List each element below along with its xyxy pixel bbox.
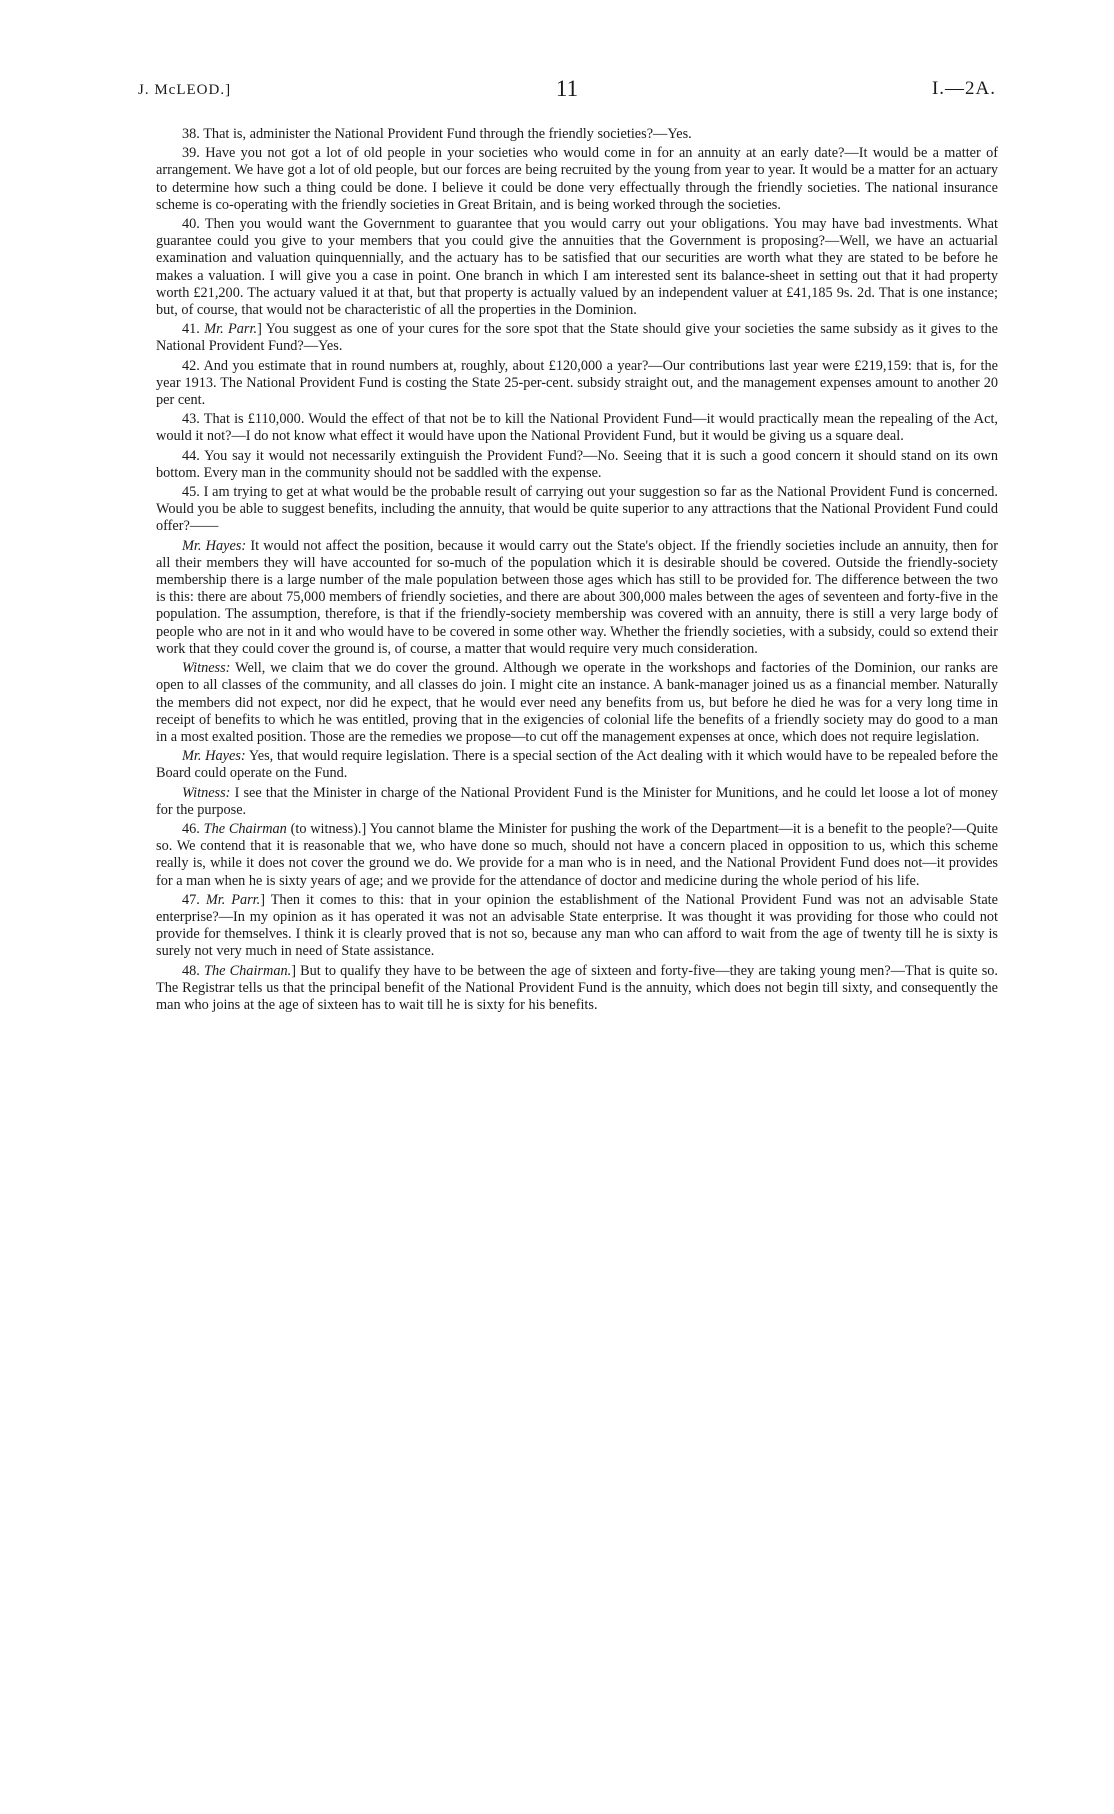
speaker: The Chairman. (204, 962, 292, 979)
statement-witness-1: Witness: Well, we claim that we do cover the ground. Although we operate in the workshops and factories of the Dominion, our ranks are open to all classes of the community, and all classes do join. I might cite an instance. A bank-manager joined us as a financial member. Naturally the members did not expect, nor did he expect, that he would ever need any benefits from us, but before he died he was for a very long time in receipt of benefits to which he was entitled, proving that in the exigencies of colonial life the benefits of a friendly society may do good to a man in a most exalted position. Those are the remedies we propose—to cut off the management expenses at once, which does not require legislation. (156, 660, 998, 745)
witness-name: J. McLEOD.] (138, 82, 232, 98)
paragraph-41: 41. Mr. Parr.] You suggest as one of your cures for the sore spot that the State should give your societies the same subsidy as it gives to the National Provident Fund?—Yes. (156, 321, 999, 355)
speaker: Witness: (182, 784, 231, 801)
page-header (138, 76, 996, 106)
paragraph-42: 42. And you estimate that in round numbers at, roughly, about £120,000 a year?—Our contributions last year were £219,159: that is, for the year 1913. The National Provident Fund is costing the State 25-per-cent. subsidy straight out, and the management expenses amount to another 20 per cent. (156, 357, 998, 409)
statement-witness-2: Witness: I see that the Minister in charge of the National Provident Fund is the Minister for Munitions, and he could let loose a lot of money for the purpose. (156, 784, 998, 818)
paragraph-46: 46. The Chairman (to witness).] You cannot blame the Minister for pushing the work of the Department—it is a benefit to the people?—Quite so. We contend that it is reasonable that we, who have done so much, should not have a concern placed in opposition to us, which this scheme really is, while it does not cover the ground we do. We provide for a man who is in need, and the National Provident Fund does not—it provides for a man when he is sixty years of age; and we provide for the attendance of doctor and medicine during the whole period of his life. (156, 820, 999, 889)
paragraph-44: 44. You say it would not necessarily extinguish the Provident Fund?—No. Seeing that it is such a good concern it should stand on its own bottom. Every man in the community should not be saddled with the expense. (156, 447, 998, 481)
paragraph-45: 45. I am trying to get at what would be the probable result of carrying out your suggestion so far as the National Provident Fund is concerned. Would you be able to suggest benefits, including the annuity, that would be quite superior to any attractions that the National Provident Fund could offer?—— (156, 484, 998, 535)
speaker: Mr. Parr. (205, 891, 261, 908)
paragraph-38: 38. That is, administer the National Provident Fund through the friendly societies?—Yes. (182, 126, 692, 142)
document-body (156, 126, 998, 1016)
speaker: The Chairman (203, 820, 287, 837)
speaker: Mr. Parr. (204, 321, 258, 338)
statement-hayes-2: Mr. Hayes: Yes, that would require legislation. There is a special section of the Act dealing with it which would have to be repealed before the Board could operate on the Fund. (156, 748, 998, 782)
page-number: 11 (555, 76, 579, 101)
paragraph-43: 43. That is £110,000. Would the effect of that not be to kill the National Provident Fund—it would practically mean the repealing of the Act, would it not?—I do not know what effect it would have upon the National Provident Fund, but it would be giving us a square deal. (156, 411, 999, 445)
speaker: Mr. Hayes: (182, 537, 247, 554)
paragraph-39: 39. Have you not got a lot of old people in your societies who would come in for an annuity at an early date?—It would be a matter of arrangement. We have got a lot of old people, but our forces are being recruited by the young from year to year. It would be a matter for an actuary to determine how such a thing could be done. I believe it could be done very effectually through the friendly societies. The national insurance scheme is co-operating with the friendly societies in Great Britain, and is being worked through the societies. (156, 145, 998, 213)
paragraph-40: 40. Then you would want the Government to guarantee that you would carry out your obligations. You may have bad investments. What guarantee could you give to your members that you could give the annuities that the Government is proposing?—Well, we have an actuarial examination and valuation quinquennially, and the actuary has to be satisfied that our securities are worth what they are stated to be before he makes a valuation. I will give you a case in point. One branch in which I am interested sent its balance-sheet in setting out that it had property worth £21,200. The actuary valued it at that, but that property is actually valued by an independent valuer at £41,185 9s. 2d. That is one instance; but, of course, that would not be characteristic of all the properties in the Dominion. (156, 216, 998, 319)
speaker: Mr. Hayes: (182, 748, 246, 765)
paragraph-48: 48. The Chairman.] But to qualify they have to be between the age of sixteen and forty-five—they are taking young men?—That is quite so. The Registrar tells us that the principal benefit of the National Provident Fund is the annuity, which does not begin till sixty, and consequently the man who joins at the age of sixteen has to wait till he is sixty for his benefits. (156, 962, 999, 1013)
paragraph-47: 47. Mr. Parr.] Then it comes to this: that in your opinion the establishment of the National Provident Fund was not an advisable State enterprise?—In my opinion as it has operated it was not an advisable State enterprise. It was thought it was providing for those who could not provide for themselves. I think it is clearly proved that is not so, because any man who can afford to wait from the age of twenty till he is sixty is surely not very much in need of State assistance. (156, 891, 998, 960)
paper-reference: I.—2A. (931, 78, 996, 99)
speaker: Witness: (182, 660, 231, 677)
statement-hayes-1: Mr. Hayes: It would not affect the position, because it would carry out the State's object. If the friendly societies include an annuity, then for all their members they will have accounted for so-much of the population which it is desirable should be covered. Outside the friendly-society membership there is a large number of the male population between those ages which has still to be provided for. The difference between the two is this: there are about 75,000 members of friendly societies, and there are about 300,000 males between the ages of seventeen and forty-five in the population. The assumption, therefore, is that if the friendly-society membership was covered with an annuity, there is still a very large body of people who are not in it and who would have to be covered in some other way. Whether the friendly societies, with a subsidy, could so extend their work that they could cover the ground is, of course, a matter that would require very much consideration. (156, 537, 998, 657)
